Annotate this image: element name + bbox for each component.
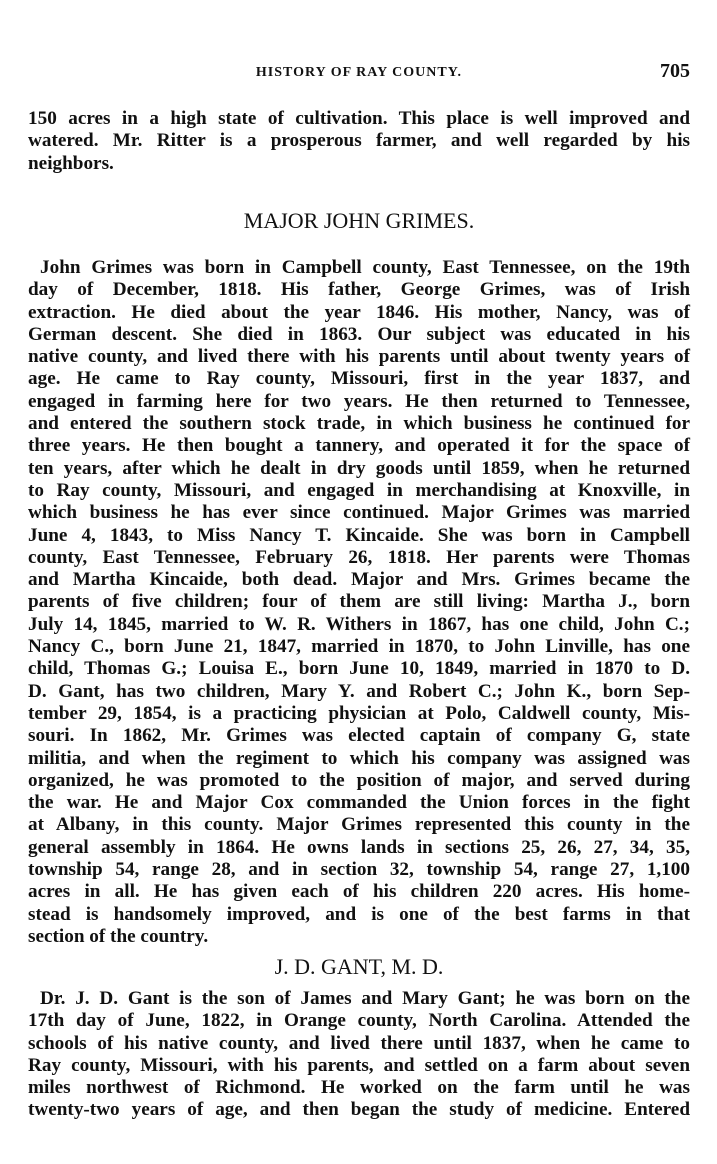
text-line: 150 acres in a high state of cultivation. This place is well improved and [28, 108, 690, 129]
paragraph-ritter-continued [28, 108, 690, 175]
text-line: July 14, 1845, married to W. R. Withers in 1867, has one child, John C.; [28, 613, 690, 635]
text-line: Nancy C., born June 21, 1847, married in 1870, to John Linville, has one [28, 636, 690, 658]
section-heading-j-d-gant: J. D. GANT, M. D. [274, 954, 444, 979]
running-head-title: HISTORY OF RAY COUNTY. [255, 65, 463, 80]
text-line: ten years, after which he dealt in dry goods until 1859, when he returned [28, 457, 690, 479]
text-line: militia, and when the regiment to which his company was assigned was [28, 747, 690, 769]
page-number: 705 [660, 60, 690, 82]
text-line: D. Gant, has two children, Mary Y. and Robert C.; John K., born Sep- [28, 680, 690, 702]
text-line: which business he has ever since continued. Major Grimes was married [28, 502, 690, 524]
text-line: three years. He then bought a tannery, and operated it for the space of [28, 435, 690, 457]
text-line: acres in all. He has given each of his children 220 acres. His home- [28, 881, 690, 903]
text-line: engaged in farming here for two years. He then returned to Tennessee, [28, 390, 690, 412]
text-line: Ray county, Missouri, with his parents, and settled on a farm about seven [28, 1054, 690, 1076]
text-line: watered. Mr. Ritter is a prosperous farmer, and well regarded by his [28, 130, 690, 152]
text-line: and Martha Kincaide, both dead. Major and Mrs. Grimes became the [28, 569, 690, 591]
section-heading-major-john-grimes: MAJOR JOHN GRIMES. [243, 208, 475, 233]
text-line: parents of five children; four of them are still living: Martha J., born [28, 591, 690, 613]
text-line: schools of his native county, and lived there until 1837, when he came to [28, 1032, 690, 1054]
text-line: county, East Tennessee, February 26, 1818. Her parents were Thomas [28, 546, 690, 568]
text-line: John Grimes was born in Campbell county, East Tennessee, on the 19th [40, 257, 690, 278]
text-line: age. He came to Ray county, Missouri, first in the year 1837, and [28, 368, 690, 390]
text-line: extraction. He died about the year 1846. His mother, Nancy, was of [28, 301, 690, 323]
text-line: to Ray county, Missouri, and engaged in merchandising at Knoxville, in [28, 479, 690, 501]
text-line: child, Thomas G.; Louisa E., born June 10, 1849, married in 1870 to D. [28, 658, 690, 680]
text-line: June 4, 1843, to Miss Nancy T. Kincaide. She was born in Campbell [28, 524, 690, 546]
text-line: section of the country. [28, 925, 209, 947]
text-line: souri. In 1862, Mr. Grimes was elected captain of company G, state [28, 725, 690, 747]
text-line: the war. He and Major Cox commanded the Union forces in the fight [28, 792, 690, 814]
text-line: and entered the southern stock trade, in which business he continued for [28, 413, 690, 435]
text-line: German descent. She died in 1863. Our subject was educated in his [28, 323, 690, 345]
text-line: Dr. J. D. Gant is the son of James and Mary Gant; he was born on the [40, 988, 690, 1009]
text-line: twenty-two years of age, and then began the study of medicine. Entered [28, 1099, 690, 1121]
text-line: day of December, 1818. His father, George Grimes, was of Irish [28, 279, 690, 301]
paragraph-j-d-gant-biography [28, 988, 690, 1122]
text-line: stead is handsomely improved, and is one of the best farms in that [28, 903, 690, 925]
text-line: miles northwest of Richmond. He worked on the farm until he was [28, 1077, 690, 1099]
running-head [28, 60, 690, 84]
text-line: township 54, range 28, and in section 32, township 54, range 27, 1,100 [28, 859, 690, 881]
text-line: organized, he was promoted to the position of major, and served during [28, 769, 690, 791]
text-line: native county, and lived there with his parents until about twenty years of [28, 346, 690, 368]
paragraph-john-grimes-biography [28, 257, 690, 948]
text-line: at Albany, in this county. Major Grimes represented this county in the [28, 814, 690, 836]
text-line: 17th day of June, 1822, in Orange county, North Carolina. Attended the [28, 1010, 690, 1032]
text-line: general assembly in 1864. He owns lands in sections 25, 26, 27, 34, 35, [28, 836, 690, 858]
text-line: tember 29, 1854, is a practicing physician at Polo, Caldwell county, Mis- [28, 702, 690, 724]
text-line: neighbors. [28, 152, 114, 174]
